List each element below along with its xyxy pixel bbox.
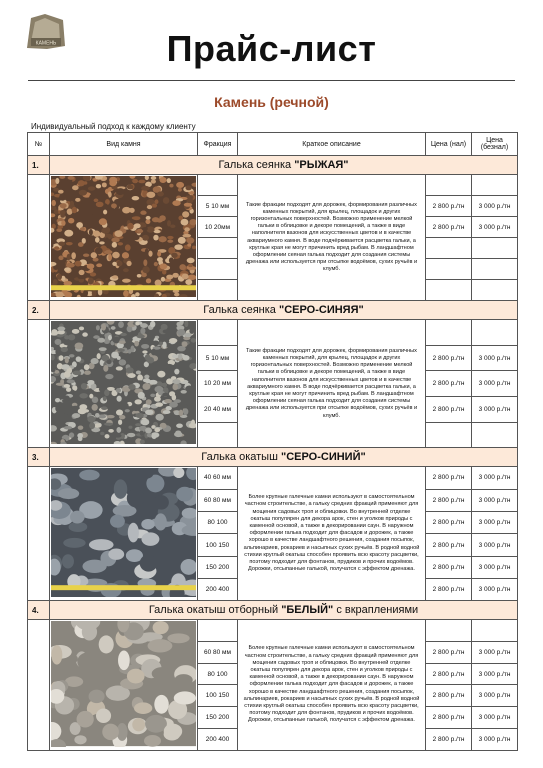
- price-cash-cell: [426, 238, 472, 259]
- section-title-name: "СЕРО-СИНЯЯ": [278, 304, 364, 317]
- row-number-cell: [28, 467, 50, 601]
- price-card-cell: 3 000 р./тн: [472, 345, 518, 371]
- price-card-cell: 3 000 р./тн: [472, 397, 518, 423]
- fraction-cell: [198, 238, 238, 259]
- price-card-cell: 3 000 р./тн: [472, 663, 518, 685]
- section-header-row: [28, 448, 518, 467]
- description-cell: Такие фракции подходят для дорожек, формирования различных каменных покрытий, для крылец, площадок и других горизонтальных поверхностей. Возможно применение мелкой гальки в облицовке и декоре помещений, а также в виде наполнителя вазонов для искусственных цветов и в качестве аквариумного камня. В воде подчёркивается расцветка гальки, а круглые края не могут причинить вред рыбам. В ландшафтном оформлении сеяная галька подходит для создания системы дренажа или используется при отсыпке водоёмов, сухих ручьёв и клумб.: [238, 320, 426, 448]
- stone-photo: [50, 175, 198, 301]
- price-card-cell: 3 000 р./тн: [472, 511, 518, 533]
- price-card-cell: 3 000 р./тн: [472, 728, 518, 750]
- price-cash-cell: 2 800 р./тн: [426, 345, 472, 371]
- price-cash-cell: 2 800 р./тн: [426, 371, 472, 397]
- row-number-cell: [28, 320, 50, 448]
- fraction-cell: [198, 422, 238, 448]
- section-title-name: "БЕЛЫЙ": [281, 604, 334, 617]
- section-title: [50, 301, 518, 320]
- price-cash-cell: 2 800 р./тн: [426, 217, 472, 238]
- price-card-cell: 3 000 р./тн: [472, 196, 518, 217]
- price-cash-cell: 2 800 р./тн: [426, 556, 472, 578]
- page-note: Индивидуальный подход к каждому клиенту: [31, 122, 196, 131]
- price-card-cell: 3 000 р./тн: [472, 371, 518, 397]
- section-number: 1.: [28, 156, 50, 175]
- description-cell: Более крупные галечные камни используют в самостоятельном частном строительстве, а гальку средних фракций применяют для мощения садовых троп и облицовки. Во внутренней отделке окатыш популярен для декора арок, стен и уголков природы с каменной основой, а также в декорировании саун. В наружном оформлении галька подходит для фасадов и дорожек, а также хорошо в качестве ландшафтного решения, создания посыпок, альпинариев, рокариев и насыпных сухих ручьёв. В родной водной стихии круглый окатыш способен проявить всю красоту расцветки, поэтому подходит для фонтанов, прудиков и прочих водоёмов. Дорожки, отсыпанные галькой, получатся с эффектом дренажа.: [238, 620, 426, 750]
- price-table: [27, 132, 518, 751]
- price-card-cell: [472, 280, 518, 301]
- price-card-cell: 3 000 р./тн: [472, 556, 518, 578]
- description-cell: Такие фракции подходят для дорожек, формирования различных каменных покрытий, для крылец, площадок и других горизонтальных поверхностей. Возможно применение мелкой гальки в облицовке и декоре помещений, а также в виде наполнителя вазонов для искусственных цветов и в качестве аквариумного камня. В воде подчёркивается расцветка гальки, а круглые края не могут причинить вред рыбам. В ландшафтном оформлении сеяная галька подходит для создания системы дренажа или используется при отсыпке водоёмов, сухих ручьёв и клумб.: [238, 175, 426, 301]
- price-card-cell: [472, 259, 518, 280]
- price-cash-cell: [426, 620, 472, 642]
- price-cash-cell: 2 800 р./тн: [426, 534, 472, 556]
- price-card-cell: 3 000 р./тн: [472, 467, 518, 489]
- section-title-name: "РЫЖАЯ": [294, 159, 349, 171]
- fraction-cell: 80 100: [198, 663, 238, 685]
- price-card-cell: 3 000 р./тн: [472, 579, 518, 601]
- price-card-cell: 3 000 р./тн: [472, 642, 518, 664]
- price-card-cell: [472, 620, 518, 642]
- table-row: [28, 620, 518, 642]
- header-description: Краткое описание: [238, 133, 426, 156]
- fraction-cell: 200 400: [198, 579, 238, 601]
- price-card-cell: [472, 175, 518, 196]
- fraction-cell: [198, 620, 238, 642]
- fraction-cell: 20 40 мм: [198, 397, 238, 423]
- stone-photo: [50, 467, 198, 601]
- fraction-cell: 150 200: [198, 556, 238, 578]
- table-row: [28, 175, 518, 196]
- table-row: [28, 467, 518, 489]
- fraction-cell: [198, 175, 238, 196]
- page-subtitle: Камень (речной): [214, 94, 329, 110]
- price-cash-cell: 2 800 р./тн: [426, 685, 472, 707]
- row-number-cell: [28, 175, 50, 301]
- header-stone-type: Вид камня: [50, 133, 198, 156]
- section-title-prefix: Галька сеянка: [203, 304, 279, 317]
- price-cash-cell: [426, 259, 472, 280]
- fraction-cell: 100 150: [198, 685, 238, 707]
- price-cash-cell: 2 800 р./тн: [426, 663, 472, 685]
- fraction-cell: 200 400: [198, 728, 238, 750]
- section-title-prefix: Галька сеянка: [218, 159, 295, 171]
- section-title-name: "СЕРО-СИНИЙ": [280, 451, 366, 464]
- section-title-prefix: Галька окатыш: [201, 451, 281, 464]
- table-header-row: [28, 133, 518, 156]
- section-title: [50, 448, 518, 467]
- price-cash-cell: [426, 422, 472, 448]
- price-card-cell: 3 000 р./тн: [472, 707, 518, 729]
- stone-photo: [50, 620, 198, 750]
- price-cash-cell: 2 800 р./тн: [426, 397, 472, 423]
- section-number: 3.: [28, 448, 50, 467]
- logo-text: КАМЕНЬ: [35, 40, 57, 47]
- fraction-cell: [198, 280, 238, 301]
- price-card-cell: 3 000 р./тн: [472, 685, 518, 707]
- fraction-cell: [198, 320, 238, 346]
- pebbles-image: [51, 621, 196, 746]
- price-cash-cell: 2 800 р./тн: [426, 467, 472, 489]
- price-cash-cell: 2 800 р./тн: [426, 707, 472, 729]
- price-card-cell: [472, 238, 518, 259]
- section-title: [50, 601, 518, 620]
- description-cell: Более крупные галечные камни используют в самостоятельном частном строительстве, а гальку средних фракций применяют для мощения садовых троп и облицовки. Во внутренней отделке окатыш популярен для декора арок, стен и уголков природы с каменной основой, а также в декорировании саун. В наружном оформлении галька подходит для фасадов и дорожек, а также хорошо в качестве ландшафтного решения, создания посыпок, альпинариев, рокариев и насыпных сухих ручьёв. В родной водной стихии круглый окатыш способен проявить всю красоту расцветки, поэтому подходит для фонтанов, прудиков и прочих водоёмов. Дорожки, отсыпанные галькой, получатся с эффектом дренажа.: [238, 467, 426, 601]
- pebbles-image: [51, 176, 196, 297]
- price-card-cell: [472, 422, 518, 448]
- fraction-cell: 150 200: [198, 707, 238, 729]
- fraction-cell: 100 150: [198, 534, 238, 556]
- price-cash-cell: 2 800 р./тн: [426, 642, 472, 664]
- fraction-cell: 5 10 мм: [198, 196, 238, 217]
- price-cash-cell: 2 800 р./тн: [426, 196, 472, 217]
- fraction-cell: 10 20 мм: [198, 371, 238, 397]
- price-cash-cell: 2 800 р./тн: [426, 728, 472, 750]
- pebbles-image: [51, 468, 196, 597]
- section-title: [50, 156, 518, 175]
- table-body: [28, 156, 518, 751]
- fraction-cell: 10 20мм: [198, 217, 238, 238]
- section-number: 4.: [28, 601, 50, 620]
- price-card-cell: 3 000 р./тн: [472, 534, 518, 556]
- header-price-cash: Цена (нал): [426, 133, 472, 156]
- price-card-cell: 3 000 р./тн: [472, 489, 518, 511]
- header-price-card: Цена (безнал): [472, 133, 518, 156]
- price-cash-cell: [426, 320, 472, 346]
- pebbles-image: [51, 321, 196, 444]
- fraction-cell: 80 100: [198, 511, 238, 533]
- price-cash-cell: [426, 175, 472, 196]
- page-title: Прайс-лист: [166, 28, 377, 69]
- header-fraction: Фракция: [198, 133, 238, 156]
- section-header-row: [28, 301, 518, 320]
- row-number-cell: [28, 620, 50, 750]
- fraction-cell: 40 60 мм: [198, 467, 238, 489]
- fraction-cell: [198, 259, 238, 280]
- fraction-cell: 5 10 мм: [198, 345, 238, 371]
- price-card-cell: 3 000 р./тн: [472, 217, 518, 238]
- section-header-row: [28, 156, 518, 175]
- price-cash-cell: 2 800 р./тн: [426, 489, 472, 511]
- fraction-cell: 60 80 мм: [198, 642, 238, 664]
- header-number: №: [28, 133, 50, 156]
- price-cash-cell: 2 800 р./тн: [426, 579, 472, 601]
- section-number: 2.: [28, 301, 50, 320]
- price-cash-cell: [426, 280, 472, 301]
- section-header-row: [28, 601, 518, 620]
- stone-photo: [50, 320, 198, 448]
- section-title-suffix: с вкраплениями: [333, 604, 419, 617]
- fraction-cell: 60 80 мм: [198, 489, 238, 511]
- price-card-cell: [472, 320, 518, 346]
- price-cash-cell: 2 800 р./тн: [426, 511, 472, 533]
- title-divider: [28, 80, 515, 81]
- section-title-prefix: Галька окатыш отборный: [148, 604, 282, 617]
- table-row: [28, 320, 518, 346]
